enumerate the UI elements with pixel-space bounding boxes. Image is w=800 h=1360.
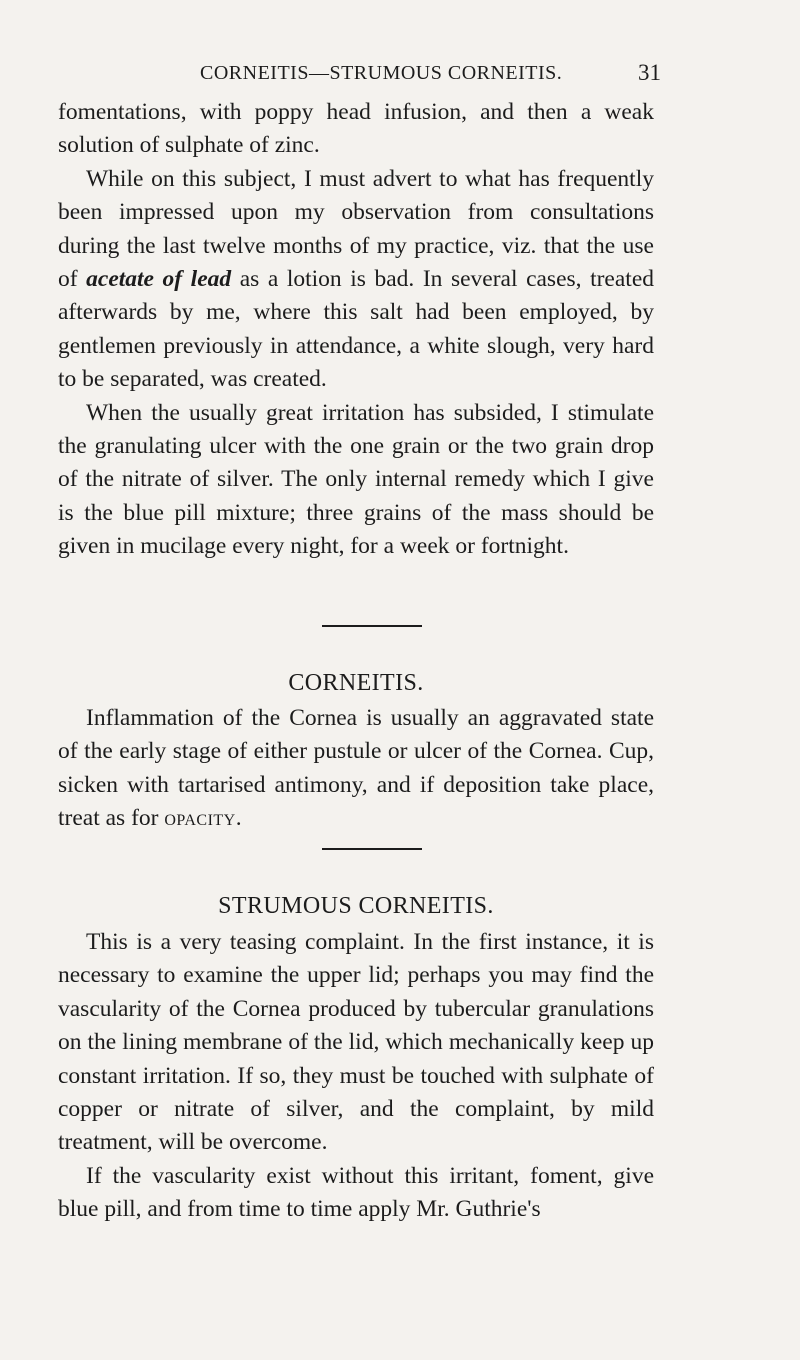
- paragraph-text-after: as a lotion is bad. In several cases, treated afterwards by me, where this salt had been employed, by gentlemen previously in attendance, a white slough, very hard to be separated, was created.: [58, 266, 655, 393]
- heading-corneitis: CORNEITIS.: [288, 670, 424, 696]
- running-head: CORNEITIS—STRUMOUS CORNEITIS.: [200, 62, 563, 84]
- text-block-strumous: [58, 926, 654, 1227]
- smallcaps-opacity: opacity.: [164, 805, 243, 832]
- paragraph-text: Inflammation of the Cornea is usually an aggravated state of the early stage of either pustule or ulcer of the Cornea. Cup, sicken with tartarised antimony, and if deposition take place, treat as for: [58, 705, 654, 832]
- paragraph-corneitis: [58, 702, 654, 836]
- text-block-top: [58, 96, 654, 564]
- paragraph-text-before: While on this subject, I must advert to what has frequently been impressed upon my observation from consultations during the last twelve months of my practice, viz. that the use of: [58, 165, 654, 293]
- section-divider: [322, 625, 422, 627]
- heading-strumous-corneitis: STRUMOUS CORNEITIS.: [218, 893, 494, 919]
- paragraph-acetate-of-lead: [58, 163, 654, 397]
- paragraph-irritation: When the usually great irritation has subsided, I stimulate the granulating ulcer with the one grain or the two grain drop of the nitrate of silver. The only internal remedy which I give is the blue pill mixture; three grains of the mass should be given in mucilage every night, for a week or fortnight.: [58, 399, 654, 560]
- paragraph-strumous: This is a very teasing complaint. In the first instance, it is necessary to examine the upper lid; perhaps you may find the vascularity of the Cornea produced by tubercular granulations on the lining membrane of the lid, which mechanically keep up constant irritation. If so, they must be touched with sulphate of copper or nitrate of silver, and the complaint, by mild treatment, will be overcome.: [58, 929, 654, 1156]
- page-number: 31: [638, 60, 661, 85]
- paragraph-fomentations: fomentations, with poppy head infusion, and then a weak solution of sulphate of zinc.: [58, 99, 654, 159]
- emphasis-acetate-of-lead: acetate of lead: [86, 266, 232, 293]
- text-block-corneitis: [58, 702, 654, 836]
- paragraph-vascularity: If the vascularity exist without this irritant, foment, give blue pill, and from time to time apply Mr. Guthrie's: [58, 1162, 654, 1223]
- section-divider: [322, 848, 422, 850]
